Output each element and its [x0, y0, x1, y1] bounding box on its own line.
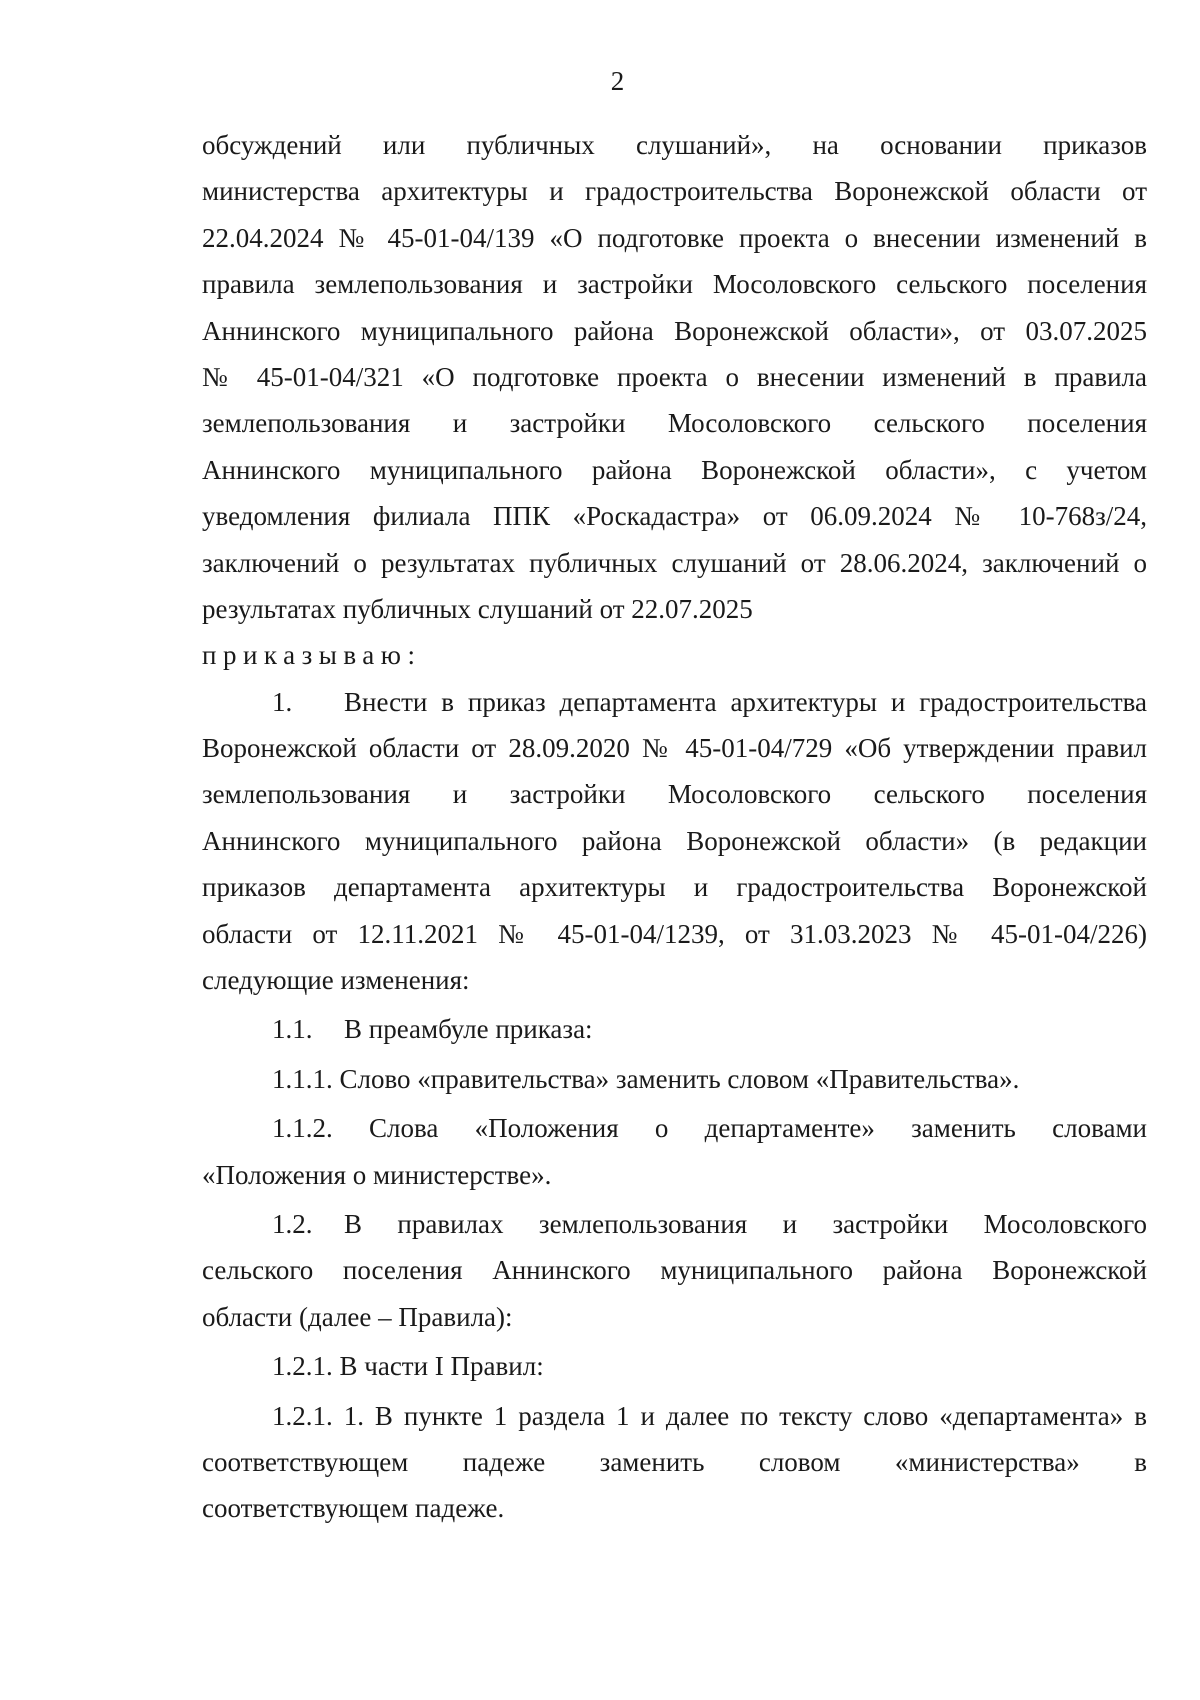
text-line: 22.04.2024 № 45-01-04/139 «О подготовке проекта о внесении изменений в — [202, 222, 1147, 253]
text-line: Аннинского муниципального района Воронежской области», от 03.07.2025 — [202, 315, 1147, 346]
text-line: соответствующем падеже. — [202, 1493, 505, 1524]
text-line: землепользования и застройки Мосоловского сельского поселения — [202, 779, 1147, 810]
item-number: 1.1. — [272, 1014, 313, 1045]
order-word: приказываю: — [202, 640, 422, 671]
text-line: Аннинского муниципального района Воронежской области», с учетом — [202, 454, 1147, 485]
text-line: результатах публичных слушаний от 22.07.2025 — [202, 593, 753, 624]
item-number: 1.2. — [272, 1208, 313, 1239]
text-line: № 45-01-04/321 «О подготовке проекта о внесении изменений в правила — [202, 361, 1147, 392]
text-line: сельского поселения Аннинского муниципального района Воронежской — [202, 1255, 1147, 1286]
page-number: 2 — [610, 66, 625, 96]
text-line: обсуждений или публичных слушаний», на основании приказов — [202, 130, 1147, 160]
text-line: заключений о результатах публичных слушаний от 28.06.2024, заключений о — [202, 547, 1147, 578]
item-1-2-1: 1.2.1. В части I Правил: — [272, 1351, 544, 1382]
text-line: Воронежской области от 28.09.2020 № 45-01-04/729 «Об утверждении правил — [202, 733, 1147, 764]
text-line: области от 12.11.2021 № 45-01-04/1239, от 31.03.2023 № 45-01-04/226) — [202, 918, 1147, 949]
text-line: министерства архитектуры и градостроительства Воронежской области от — [202, 176, 1147, 207]
document-body — [202, 122, 1147, 1532]
item-text: В преамбуле приказа: — [344, 1014, 593, 1045]
item-text: Внести в приказ департамента архитектуры и градостроительства — [344, 686, 1147, 717]
text-line: приказов департамента архитектуры и градостроительства Воронежской — [202, 872, 1147, 903]
item-1-1 — [202, 1006, 1147, 1052]
item-1-1-1: 1.1.1. Слово «правительства» заменить словом «Правительства». — [272, 1063, 1020, 1094]
item-1-2-1-1: 1.2.1. 1. В пункте 1 раздела 1 и далее по тексту слово «департамента» в — [272, 1400, 1147, 1431]
text-line: соответствующем падеже заменить словом «министерства» в — [202, 1446, 1147, 1477]
text-line: Аннинского муниципального района Воронежской области» (в редакции — [202, 825, 1147, 856]
text-line: уведомления филиала ППК «Роскадастра» от 06.09.2024 № 10-768з/24, — [202, 501, 1147, 532]
item-1-2 — [202, 1201, 1147, 1247]
text-line: области (далее – Правила): — [202, 1301, 513, 1332]
item-1-1-2: 1.1.2. Слова «Положения о департаменте» заменить словами — [272, 1113, 1147, 1144]
text-line: «Положения о министерстве». — [202, 1159, 552, 1190]
text-line: следующие изменения: — [202, 965, 470, 996]
item-number: 1. — [272, 686, 293, 717]
text-line: землепользования и застройки Мосоловского сельского поселения — [202, 408, 1147, 439]
text-line: правила землепользования и застройки Мосоловского сельского поселения — [202, 269, 1147, 300]
item-1-first-line — [202, 679, 1147, 725]
item-text: В правилах землепользования и застройки Мосоловского — [344, 1208, 1147, 1239]
